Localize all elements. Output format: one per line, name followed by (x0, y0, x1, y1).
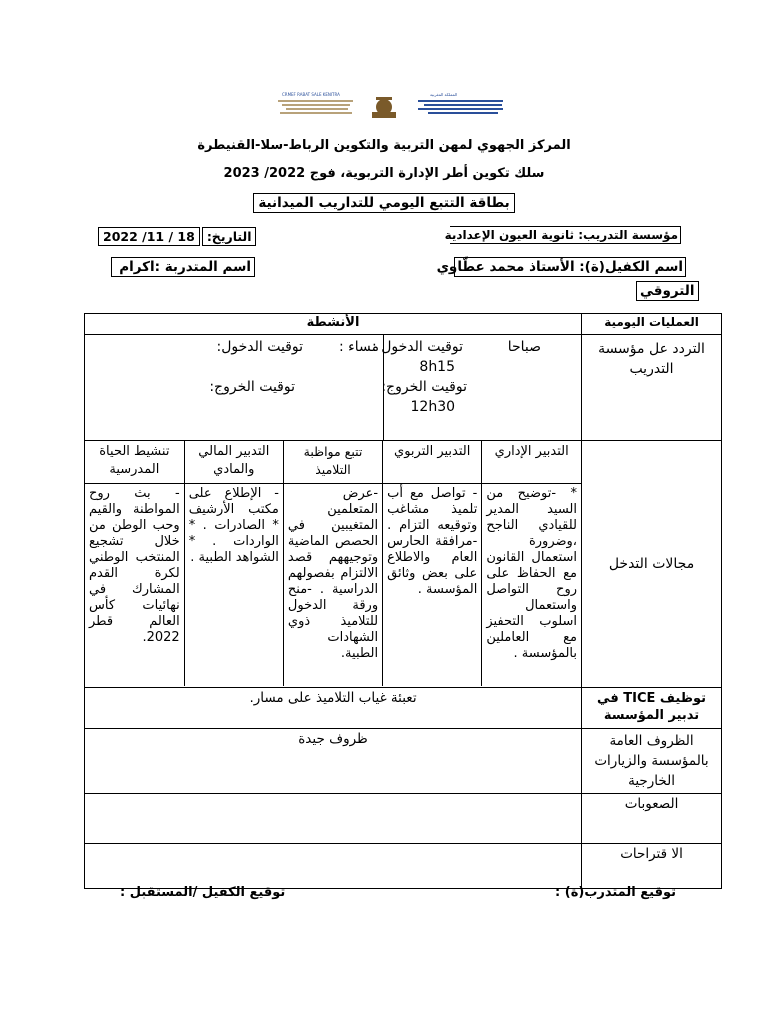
col-ops-header: العمليات اليومية (582, 314, 722, 335)
domain-title-edu: التدبير التربوي (383, 441, 482, 483)
supervisor-signature: توقيع الكفيل /المستقبل : (120, 885, 286, 900)
logo-text-fr: CRMEF RABAT SALE KENITRA (282, 92, 340, 97)
morning-out-time: 12h30 (410, 399, 456, 415)
evening-out-label: توقيت الخروج: (209, 379, 296, 395)
institution-box (444, 226, 681, 244)
trainee-box (111, 257, 255, 277)
tice-label: توظيف TICE في تدبير المؤسسة (582, 688, 722, 729)
morning-out-label: توقيت الخروج: (381, 379, 468, 395)
attendance-label: التردد عل مؤسسة التدريب (582, 335, 722, 441)
domains-grid (85, 441, 581, 686)
difficulties-label: الصعوبات (582, 794, 722, 844)
card-title: بطاقة التتبع اليومي للتداريب الميدانية (253, 193, 514, 213)
domain-text-finance: - الإطلاع على مكتب الأرشيف * الصادرات . * الواردات . * الشواهد الطبية . (184, 483, 283, 686)
tracking-table (84, 313, 722, 889)
morning-label: صباحا (507, 339, 542, 355)
domains-label: مجالات التدخل (582, 441, 722, 688)
suggestions-text (85, 844, 582, 889)
supervisor-box (436, 257, 686, 277)
date-field (202, 226, 257, 246)
conditions-row (85, 729, 722, 794)
evening-cell (85, 335, 384, 441)
conditions-label: الظروف العامة بالمؤسسة والزيارات الخارجية (582, 729, 722, 794)
supervisor-cont: التروقي (640, 283, 695, 299)
cohort-line: سلك تكوين أطر الإدارة التربوية، فوج 2022/ 2023 (223, 166, 545, 181)
evening-in-label: توقيت الدخول: (216, 339, 304, 355)
trainee-label: اسم المتدربة :اكرام (119, 259, 251, 275)
date-value: 18 / 11/ 2022 (98, 227, 200, 246)
conditions-text: ظروف جيدة (85, 729, 582, 794)
tice-row (85, 688, 722, 729)
logo (268, 92, 540, 122)
supervisor-label: اسم الكفيل(ة): الأستاذ محمد عطّاوي (436, 259, 683, 275)
institution-label: مؤسسة التدريب: ثانوية العيون الإعدادية (444, 228, 678, 242)
suggestions-label: الا قتراحات (582, 844, 722, 889)
domains-row (85, 441, 722, 688)
domain-text-edu: - تواصل مع أب تلميذ مشاغب وتوقيعه التزام . -مرافقة الحارس العام والاطلاع على بعض وثائق المؤسسة . (383, 483, 482, 686)
difficulties-row (85, 794, 722, 844)
evening-label: مساء : (339, 339, 380, 355)
supervisor-cont-box (636, 281, 699, 301)
domain-title-school-life: تنشيط الحياة المدرسية (85, 441, 184, 483)
tice-text: تعبئة غياب التلاميذ على مسار. (85, 688, 582, 729)
domain-text-attendance: -عرض المتعلمين المتغيبين في الحصص الماضية وتوجيههم قصد الالتزام بفصولهم الدراسية . -منح ورقة الدخول للتلاميذ ذوي الشهادات الطبية. (283, 483, 382, 686)
card-title-wrap (0, 192, 768, 211)
morning-cell (372, 335, 582, 441)
header-row (85, 314, 722, 335)
morning-in-label: توقيت الدخول : (372, 339, 464, 355)
domain-title-admin: التدبير الإداري (482, 441, 581, 483)
col-activities-header: الأنشطة (85, 314, 582, 335)
domain-title-finance: التدبير المالي والمادي (184, 441, 283, 483)
trainee-signature: توقيع المتدرب(ة) : (555, 885, 676, 900)
domain-title-attendance: تتبع مواظبة التلاميذ (283, 441, 382, 483)
date-value-field (98, 226, 200, 246)
date-label: التاريخ: (202, 227, 257, 246)
domain-text-admin: * -توضيح من السيد المدير للقيادي الناجح ،وضرورة استعمال القانون مع الحفاظ على روح التواصل واستعمال اسلوب التحفيز مع العاملين بالمؤسسة . (482, 483, 581, 686)
difficulties-text (85, 794, 582, 844)
logo-text-ar: المملكة المغربية (430, 92, 458, 97)
suggestions-row (85, 844, 722, 889)
attendance-row (85, 335, 722, 441)
domain-text-school-life: - بث روح المواطنة والقيم وحب الوطن من خلال تشجيع المنتخب الوطني لكرة القدم المشارك في نهائيات كأس العالم قطر 2022. (89, 485, 180, 645)
morning-in-time: 8h15 (419, 359, 456, 375)
center-name: المركز الجهوي لمهن التربية والتكوين الرباط-سلا-القنيطرة (197, 138, 571, 153)
